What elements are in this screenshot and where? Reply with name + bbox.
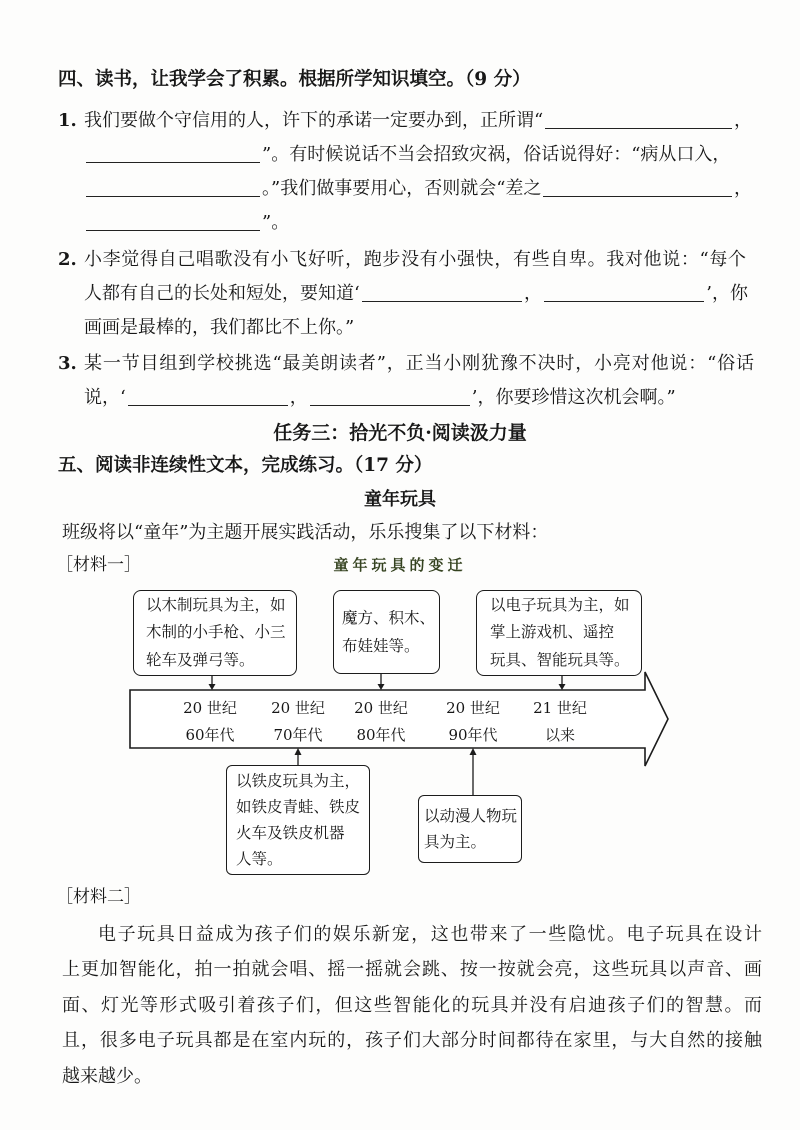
toy-note-line: 以动漫人物玩 <box>424 807 518 825</box>
material-1-label: ［材料一］ <box>56 555 141 575</box>
paragraph-line: 且，很多电子玩具都是在室内玩的，孩子们大部分时间都待在家里，与大自然的接触 <box>62 1030 762 1051</box>
timeline-period-label: 60年代 <box>185 726 235 744</box>
timeline-title: 童年玩具的变迁 <box>333 556 467 574</box>
toy-note-line: 以铁皮玩具为主， <box>236 772 361 790</box>
answer-blank <box>544 285 704 302</box>
answer-blank <box>86 146 260 163</box>
timeline-century-label: 20 世纪 <box>271 699 325 717</box>
question-1-line-2 <box>84 138 752 172</box>
answer-blank <box>543 180 732 197</box>
timeline-century-label: 20 世纪 <box>354 699 408 717</box>
paragraph-line: 面、灯光等形式吸引着孩子们，但这些智能化的玩具并没有启迪孩子们的智慧。而 <box>62 995 762 1016</box>
section5-heading: 五、阅读非连续性文本，完成练习。（17 分） <box>58 455 433 476</box>
toy-note-90s <box>418 795 522 863</box>
question-text: ， <box>734 178 752 199</box>
task3-heading: 任务三：拾光不负·阅读汲力量 <box>273 422 527 444</box>
toy-note-60s <box>133 590 297 676</box>
question-text: ’，你 <box>706 283 748 304</box>
timeline-period-label: 70年代 <box>273 726 323 744</box>
question-1-line-4 <box>84 206 752 240</box>
timeline-century-label: 21 世纪 <box>533 699 587 717</box>
paragraph-line: 电子玩具日益成为孩子们的娱乐新宠，这也带来了一些隐忧。电子玩具在设计 <box>98 924 762 945</box>
answer-blank <box>86 214 260 231</box>
question-1-line-3 <box>84 172 752 206</box>
paragraph-line: 越来越少。 <box>62 1066 152 1087</box>
connector-arrowhead <box>209 684 216 690</box>
article-intro: 班级将以“童年”为主题开展实践活动，乐乐搜集了以下材料： <box>62 522 549 543</box>
answer-blank <box>362 285 522 302</box>
question-2-line-3: 画画是最棒的，我们都比不上你。” <box>84 317 355 338</box>
timeline-period-label: 90年代 <box>448 726 498 744</box>
toy-note-21st <box>476 590 642 676</box>
toy-note-line: 魔方、积木、 <box>342 609 436 627</box>
answer-blank <box>310 389 470 406</box>
question-2-number: 2. <box>58 249 77 270</box>
toy-note-line: 布娃娃等。 <box>342 637 420 655</box>
toy-note-80s <box>333 590 440 674</box>
toy-note-line: 玩具、智能玩具等。 <box>490 650 630 669</box>
question-2-line-2 <box>84 277 748 311</box>
question-3-line-1: 某一节目组到学校挑选“最美朗读者”，正当小刚犹豫不决时，小亮对他说：“俗话 <box>84 353 754 374</box>
question-text: ， <box>289 387 308 408</box>
toy-note-line: 轮车及弹弓等。 <box>146 650 255 669</box>
answer-blank <box>86 180 260 197</box>
question-1-number: 1. <box>58 110 77 131</box>
toy-note-line: 火车及铁皮机器 <box>236 824 345 842</box>
answer-blank <box>128 389 288 406</box>
toy-note-line: 掌上游戏机、遥控 <box>490 623 615 642</box>
timeline-period-label: 80年代 <box>356 726 406 744</box>
answer-blank <box>545 112 732 129</box>
question-1-line-1 <box>84 104 752 138</box>
question-text: ， <box>524 283 542 304</box>
question-text: 人都有自己的长处和短处，要知道‘ <box>84 283 360 304</box>
toy-note-line: 以电子玩具为主，如 <box>490 595 630 614</box>
connector-arrowhead <box>470 748 477 755</box>
toy-note-line: 木制的小手枪、小三 <box>146 623 286 642</box>
toy-note-line: 以木制玩具为主，如 <box>146 595 286 614</box>
toy-note-70s <box>226 765 370 875</box>
question-2-line-1: 小李觉得自己唱歌没有小飞好听，跑步没有小强快，有些自卑。我对他说：“每个 <box>84 249 746 270</box>
question-text: ， <box>734 110 752 131</box>
question-text: ”。有时候说话不当会招致灾祸，俗话说得好：“病从口入， <box>262 144 731 165</box>
connector-arrowhead <box>378 684 385 690</box>
paragraph-line: 上更加智能化，拍一拍就会唱、摇一摇就会跳、按一按就会亮，这些玩具以声音、画 <box>62 959 762 980</box>
connector-arrowhead <box>559 684 566 690</box>
question-3-number: 3. <box>58 353 77 374</box>
toy-note-line: 如铁皮青蛙、铁皮 <box>236 798 361 816</box>
timeline-century-label: 20 世纪 <box>446 699 500 717</box>
question-text: ’，你要珍惜这次机会啊。” <box>471 387 676 408</box>
toy-note-line: 人等。 <box>236 850 283 868</box>
question-text: ”。 <box>262 212 290 233</box>
material-2-label: ［材料二］ <box>56 887 141 907</box>
timeline-period-label: 以来 <box>544 726 575 744</box>
question-3-line-2 <box>84 381 752 415</box>
article-title: 童年玩具 <box>364 489 436 510</box>
question-text: 我们要做个守信用的人，许下的承诺一定要办到，正所谓“ <box>84 110 544 131</box>
toy-note-line: 具为主。 <box>424 833 487 851</box>
question-text: 。”我们做事要用心，否则就会“差之 <box>262 178 542 199</box>
section4-heading: 四、读书，让我学会了积累。根据所学知识填空。（9 分） <box>58 69 531 90</box>
question-text: 说，‘ <box>84 387 126 408</box>
connector-arrowhead <box>295 748 302 755</box>
timeline-century-label: 20 世纪 <box>183 699 237 717</box>
